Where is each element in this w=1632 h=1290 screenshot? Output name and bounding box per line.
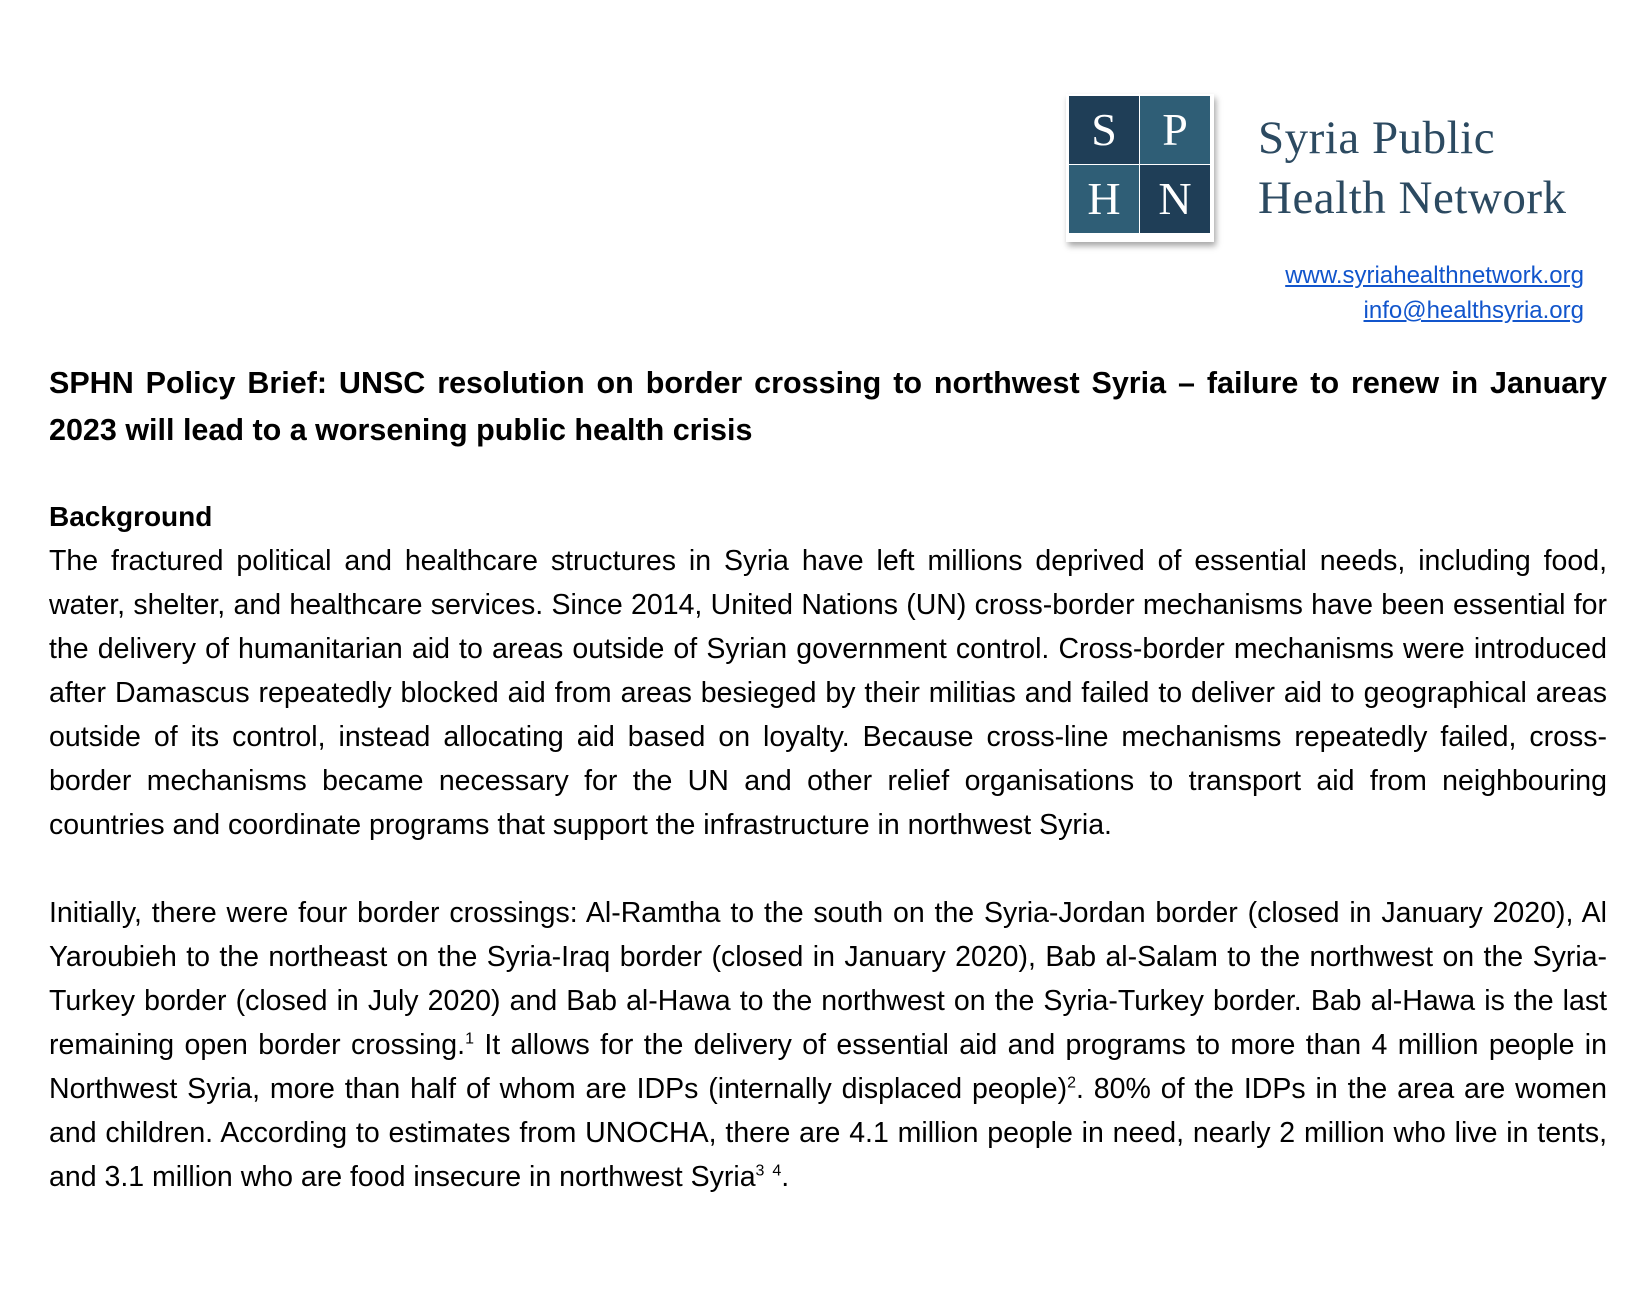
logo-square-h: H [1069, 165, 1139, 233]
policy-brief-title: SPHN Policy Brief: UNSC resolution on border crossing to northwest Syria – failure to renew in January 2023 will lead to a worsening public health crisis [49, 366, 1607, 447]
contact-links [1285, 258, 1584, 328]
sphn-logo [1069, 96, 1219, 244]
footnote-ref-4[interactable]: 4 [772, 1162, 782, 1180]
website-link[interactable]: www.syriahealthnetwork.org [1285, 262, 1584, 289]
email-link[interactable]: info@healthsyria.org [1363, 297, 1584, 324]
logo-square-s: S [1069, 96, 1139, 164]
organization-name [1258, 108, 1566, 228]
paragraph-2-text-1: Initially, there were four border crossings: Al-Ramtha to the south on the Syria-Jordan border (closed in January 2020), Al Yaroubieh to the northeast on the Syria-Iraq border (closed in January 2020), Bab al-Salam to the northwest on the Syria-Turkey border (closed in July 2020) and Bab al-Hawa to the northwest on the Syria-Turkey border. Bab al-Hawa is the last remaining open border crossing. [49, 897, 1607, 1061]
footnote-ref-2[interactable]: 2 [1067, 1074, 1076, 1092]
paragraph-2-text-4: . [781, 1161, 790, 1193]
policy-brief-body [49, 360, 1607, 1199]
background-paragraph-2 [49, 891, 1607, 1199]
footnote-ref-1[interactable]: 1 [465, 1030, 474, 1048]
organization-name-line2: Health Network [1258, 172, 1567, 224]
organization-name-line1: Syria Public [1258, 112, 1496, 164]
paragraph-2-text-3: . 80% of the IDPs in the area are women and children. According to estimates from UNOCHA, there are 4.1 million people in need, nearly 2 million who live in tents, and 3.1 million who are food insecure in northwest Syria [49, 1073, 1608, 1193]
background-heading: Background [49, 501, 213, 532]
paragraph-2-text-2: It allows for the delivery of essential aid and programs to more than 4 million people in Northwest Syria, more than half of whom are IDPs (internally displaced people) [49, 1029, 1607, 1105]
logo-square-p: P [1140, 96, 1210, 164]
logo-square-n: N [1140, 165, 1210, 233]
footnote-ref-3[interactable]: 3 [755, 1162, 765, 1180]
background-paragraph-1: The fractured political and healthcare structures in Syria have left millions deprived of essential needs, including food, water, shelter, and healthcare services. Since 2014, United Nations (UN) cross-border mechanisms have been essential for the delivery of humanitarian aid to areas outside of Syrian government control. Cross-border mechanisms were introduced after Damascus repeatedly blocked aid from areas besieged by their militias and failed to deliver aid to geographical areas outside of its control, instead allocating aid based on loyalty. Because cross-line mechanisms repeatedly failed, cross-border mechanisms became necessary for the UN and other relief organisations to transport aid from neighbouring countries and coordinate programs that support the infrastructure in northwest Syria. [49, 545, 1607, 841]
